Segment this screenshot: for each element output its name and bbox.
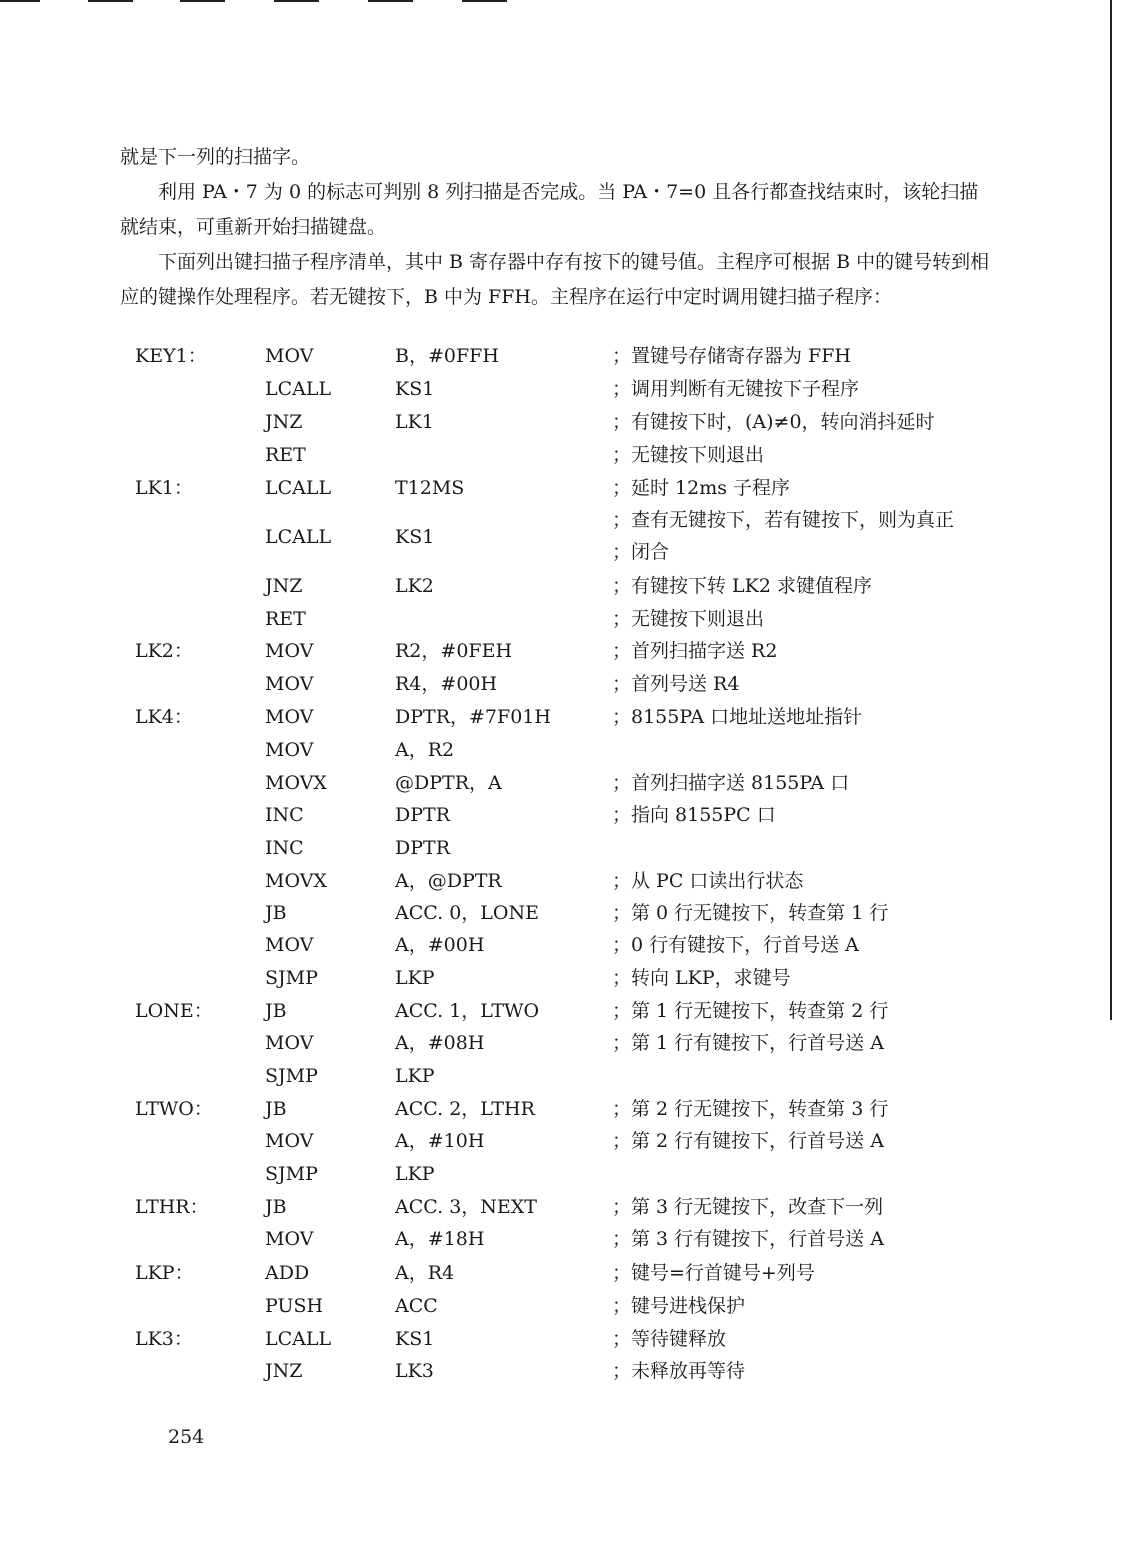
code-line [0, 800, 1100, 830]
code-opcode: MOV [265, 1130, 314, 1152]
code-opcode: SJMP [265, 1065, 318, 1087]
code-operand: A，#18H [395, 1228, 485, 1250]
code-operand: A，#08H [395, 1032, 485, 1054]
code-comment: ；第 3 行无键按下，改查下一列 [612, 1196, 884, 1218]
code-comment: ；转向 LKP，求键号 [612, 967, 791, 989]
code-line [0, 571, 1100, 601]
code-line [0, 1028, 1100, 1058]
code-operand: LK1 [395, 411, 434, 433]
code-label: LTHR： [135, 1196, 209, 1218]
top-rule [88, 0, 133, 2]
code-comment: ；第 1 行有键按下，行首号送 A [612, 1032, 884, 1054]
code-opcode: JNZ [265, 1360, 303, 1382]
code-operand: KS1 [395, 526, 435, 548]
code-label: LK1： [135, 477, 193, 499]
code-opcode: MOVX [265, 870, 327, 892]
code-comment: ；8155PA 口地址送地址指针 [612, 706, 863, 728]
code-comment: ；第 3 行有键按下，行首号送 A [612, 1228, 884, 1250]
code-operand: LKP [395, 967, 435, 989]
code-opcode: RET [265, 444, 306, 466]
code-line [0, 996, 1100, 1026]
code-line [0, 702, 1100, 732]
code-opcode: INC [265, 837, 304, 859]
code-operand: ACC. 2，LTHR [395, 1098, 535, 1120]
code-line [0, 1291, 1100, 1321]
code-opcode: ADD [265, 1262, 310, 1284]
code-line [0, 1061, 1100, 1091]
code-operand: ACC [395, 1295, 438, 1317]
code-opcode: PUSH [265, 1295, 324, 1317]
code-operand: A，#00H [395, 934, 485, 956]
code-comment: ；置键号存储寄存器为 FFH [612, 345, 851, 367]
code-comment: ；未释放再等待 [612, 1360, 746, 1382]
code-opcode: JB [265, 1000, 287, 1022]
code-line [0, 1356, 1100, 1386]
code-operand: A，@DPTR [395, 870, 502, 892]
code-label: LK3： [135, 1328, 193, 1350]
code-line [0, 440, 1100, 470]
code-opcode: LCALL [265, 477, 332, 499]
paragraph: 就是下一列的扫描字。 [120, 146, 311, 168]
code-comment: ；有键按下时，(A)≠0，转向消抖延时 [612, 411, 935, 433]
code-comment: ；键号=行首键号+列号 [612, 1262, 815, 1284]
code-label: KEY1： [135, 345, 207, 367]
code-line [0, 735, 1100, 765]
body-text [120, 140, 990, 315]
code-line [0, 636, 1100, 666]
code-line [0, 1258, 1100, 1288]
code-line [0, 509, 1100, 563]
code-line [0, 473, 1100, 503]
paragraph: 利用 PA・7 为 0 的标志可判别 8 列扫描是否完成。当 PA・7=0 且各行都查找结束时，该轮扫描就结束，可重新开始扫描键盘。 [120, 181, 979, 238]
code-comment: ；无键按下则退出 [612, 608, 765, 630]
code-label: LONE： [135, 1000, 213, 1022]
code-opcode: RET [265, 608, 306, 630]
code-opcode: JNZ [265, 575, 303, 597]
code-opcode: SJMP [265, 967, 318, 989]
code-line [0, 930, 1100, 960]
code-opcode: MOV [265, 739, 314, 761]
page-number: 254 [168, 1426, 205, 1448]
code-comment: ；第 0 行无键按下，转查第 1 行 [612, 902, 889, 924]
code-line [0, 1192, 1100, 1222]
code-comment: ；等待键释放 [612, 1328, 727, 1350]
code-operand: R4，#00H [395, 673, 498, 695]
code-comment: ；0 行有键按下，行首号送 A [612, 934, 859, 956]
code-opcode: MOV [265, 934, 314, 956]
code-line [0, 669, 1100, 699]
code-line [0, 604, 1100, 634]
code-comment: ；第 1 行无键按下，转查第 2 行 [612, 1000, 889, 1022]
code-operand: T12MS [395, 477, 465, 499]
code-label: LK2： [135, 640, 193, 662]
code-comment: ；第 2 行有键按下，行首号送 A [612, 1130, 884, 1152]
code-opcode: LCALL [265, 378, 332, 400]
paragraph: 下面列出键扫描子程序清单，其中 B 寄存器中存有按下的键号值。主程序可根据 B 中的键号转到相应的键操作处理程序。若无键按下，B 中为 FFH。主程序在运行中定时调用键扫描子程序： [120, 251, 990, 308]
code-opcode: SJMP [265, 1163, 318, 1185]
code-comment: ；从 PC 口读出行状态 [612, 870, 804, 892]
code-opcode: LCALL [265, 526, 332, 548]
page-edge-line [1110, 0, 1112, 1020]
code-operand: LK3 [395, 1360, 434, 1382]
code-comment: ；首列扫描字送 8155PA 口 [612, 772, 850, 794]
code-comment-continued: ；闭合 [612, 541, 670, 563]
code-line [0, 898, 1100, 928]
code-operand: ACC. 1，LTWO [395, 1000, 540, 1022]
top-rule [368, 0, 413, 2]
code-label: LKP： [135, 1262, 194, 1284]
code-comment: ；查有无键按下，若有键按下，则为真正 [612, 509, 955, 531]
code-operand: DPTR [395, 804, 450, 826]
code-comment: ；键号进栈保护 [612, 1295, 746, 1317]
top-rule [462, 0, 507, 2]
code-opcode: MOVX [265, 772, 327, 794]
code-label: LK4： [135, 706, 193, 728]
code-opcode: INC [265, 804, 304, 826]
code-line [0, 341, 1100, 371]
code-comment: ；无键按下则退出 [612, 444, 765, 466]
code-operand: LKP [395, 1065, 435, 1087]
code-line [0, 1159, 1100, 1189]
top-rule [0, 0, 40, 2]
code-comment: ；有键按下转 LK2 求键值程序 [612, 575, 872, 597]
code-line [0, 1126, 1100, 1156]
code-comment: ；第 2 行无键按下，转查第 3 行 [612, 1098, 889, 1120]
code-opcode: JB [265, 902, 287, 924]
code-comment: ；首列号送 R4 [612, 673, 740, 695]
code-line [0, 768, 1100, 798]
code-operand: ACC. 3，NEXT [395, 1196, 537, 1218]
code-line [0, 833, 1100, 863]
code-operand: B，#0FFH [395, 345, 499, 367]
code-operand: KS1 [395, 1328, 435, 1350]
code-opcode: LCALL [265, 1328, 332, 1350]
code-operand: A，#10H [395, 1130, 485, 1152]
code-operand: R2，#0FEH [395, 640, 513, 662]
code-operand: LKP [395, 1163, 435, 1185]
code-line [0, 407, 1100, 437]
code-comment: ；指向 8155PC 口 [612, 804, 776, 826]
code-opcode: MOV [265, 640, 314, 662]
code-operand: ACC. 0，LONE [395, 902, 539, 924]
code-comment: ；调用判断有无键按下子程序 [612, 378, 860, 400]
code-line [0, 1224, 1100, 1254]
code-comment: ；首列扫描字送 R2 [612, 640, 778, 662]
code-line [0, 374, 1100, 404]
top-rule [180, 0, 225, 2]
code-operand: A，R4 [395, 1262, 455, 1284]
code-opcode: MOV [265, 1032, 314, 1054]
code-operand: @DPTR，A [395, 772, 502, 794]
code-operand: LK2 [395, 575, 434, 597]
code-operand: KS1 [395, 378, 435, 400]
code-operand: DPTR [395, 837, 450, 859]
code-opcode: MOV [265, 1228, 314, 1250]
code-line [0, 1324, 1100, 1354]
code-operand: DPTR，#7F01H [395, 706, 551, 728]
code-opcode: JNZ [265, 411, 303, 433]
code-opcode: JB [265, 1196, 287, 1218]
code-opcode: MOV [265, 706, 314, 728]
code-label: LTWO： [135, 1098, 213, 1120]
code-opcode: JB [265, 1098, 287, 1120]
code-line [0, 1094, 1100, 1124]
code-line [0, 963, 1100, 993]
code-line [0, 866, 1100, 896]
top-rule [274, 0, 319, 2]
code-opcode: MOV [265, 673, 314, 695]
code-operand: A，R2 [395, 739, 455, 761]
code-comment: ；延时 12ms 子程序 [612, 477, 791, 499]
code-opcode: MOV [265, 345, 314, 367]
